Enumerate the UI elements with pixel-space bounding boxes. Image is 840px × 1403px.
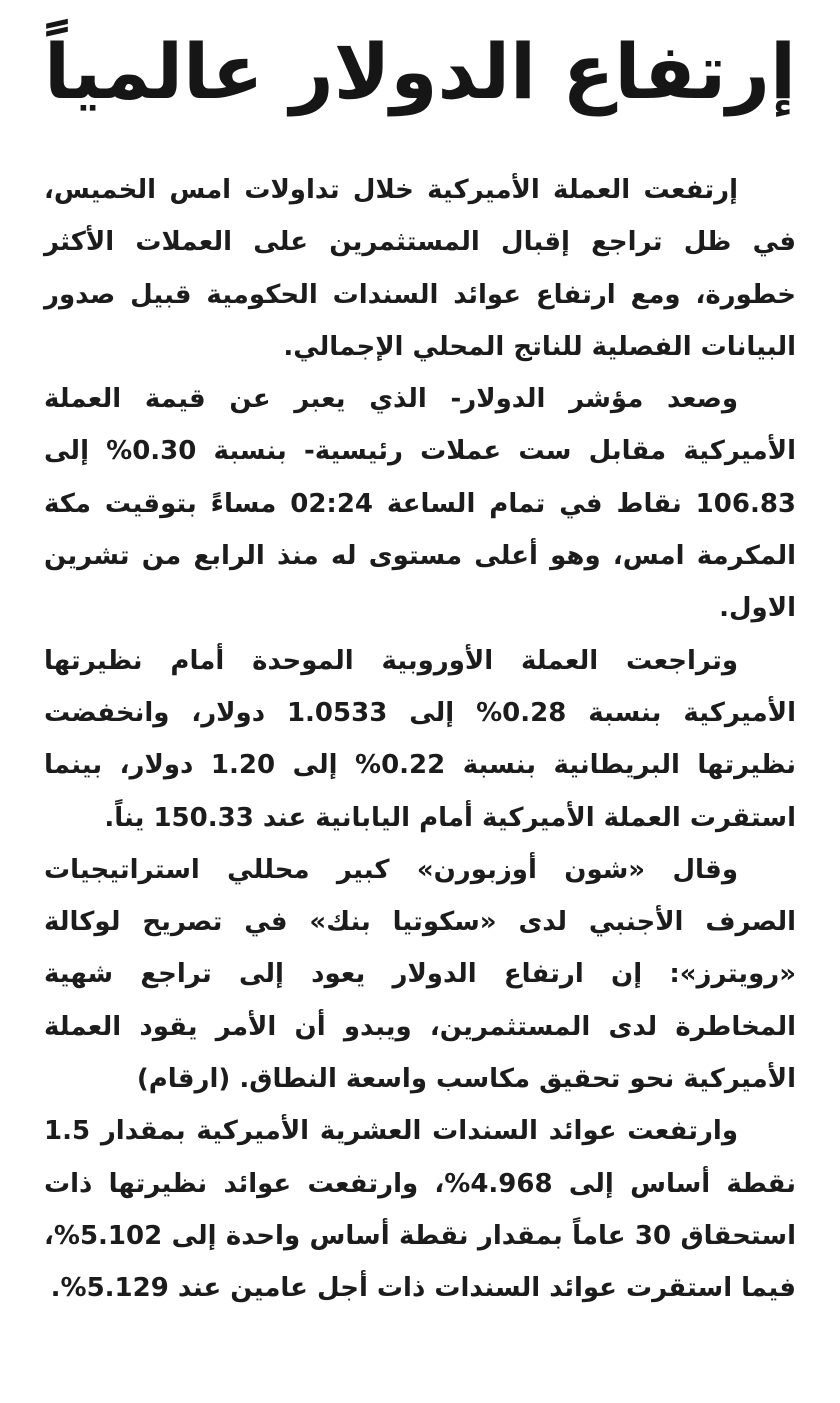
paragraph-analyst-quote: وقال «شون أوزبورن» كبير محللي استراتيجيات الصرف الأجنبي لدى «سكوتيا بنك» في تصريح لوكالة «رويترز»: إن ارتفاع الدولار يعود إلى تراجع شهية المخاطرة لدى المستثمرين، ويبدو أن الأمر يقود العملة الأميركية نحو تحقيق مكاسب واسعة النطاق. (ارقام) <box>44 854 796 1095</box>
paragraph-bond-yields: وارتفعت عوائد السندات العشرية الأميركية بمقدار 1.5 نقطة أساس إلى 4.968%، وارتفعت عوائد نظيرتها ذات استحقاق 30 عاماً بمقدار نقطة أساس واحدة إلى 5.102%، فيما استقرت عوائد السندات ذات أجل عامين عند 5.129%. <box>44 1116 797 1304</box>
paragraph-dollar-index: وصعد مؤشر الدولار- الذي يعبر عن قيمة العملة الأميركية مقابل ست عملات رئيسية- بنسبة 0.30% إلى 106.83 نقاط في تمام الساعة 02:24 مساءً بتوقيت مكة المكرمة امس، وهو أعلى مستوى له منذ الرابع من تشرين الاول. <box>44 384 797 624</box>
article-headline: إرتفاع الدولار عالمياً <box>44 27 796 116</box>
paragraph-intro: إرتفعت العملة الأميركية خلال تداولات امس الخميس، في ظل تراجع إقبال المستثمرين على العملات الأكثر خطورة، ومع ارتفاع عوائد السندات الحكومية قبيل صدور البيانات الفصلية للناتج المحلي الإجمالي. <box>44 175 796 362</box>
paragraph-euro-pound-yen: وتراجعت العملة الأوروبية الموحدة أمام نظيرتها الأميركية بنسبة 0.28% إلى 1.0533 دولار، وانخفضت نظيرتها البريطانية بنسبة 0.22% إلى 1.20 دولار، بينما استقرت العملة الأميركية أمام اليابانية عند 150.33 يناً. <box>44 645 796 833</box>
article-body <box>44 164 796 1315</box>
news-article <box>44 0 796 1403</box>
